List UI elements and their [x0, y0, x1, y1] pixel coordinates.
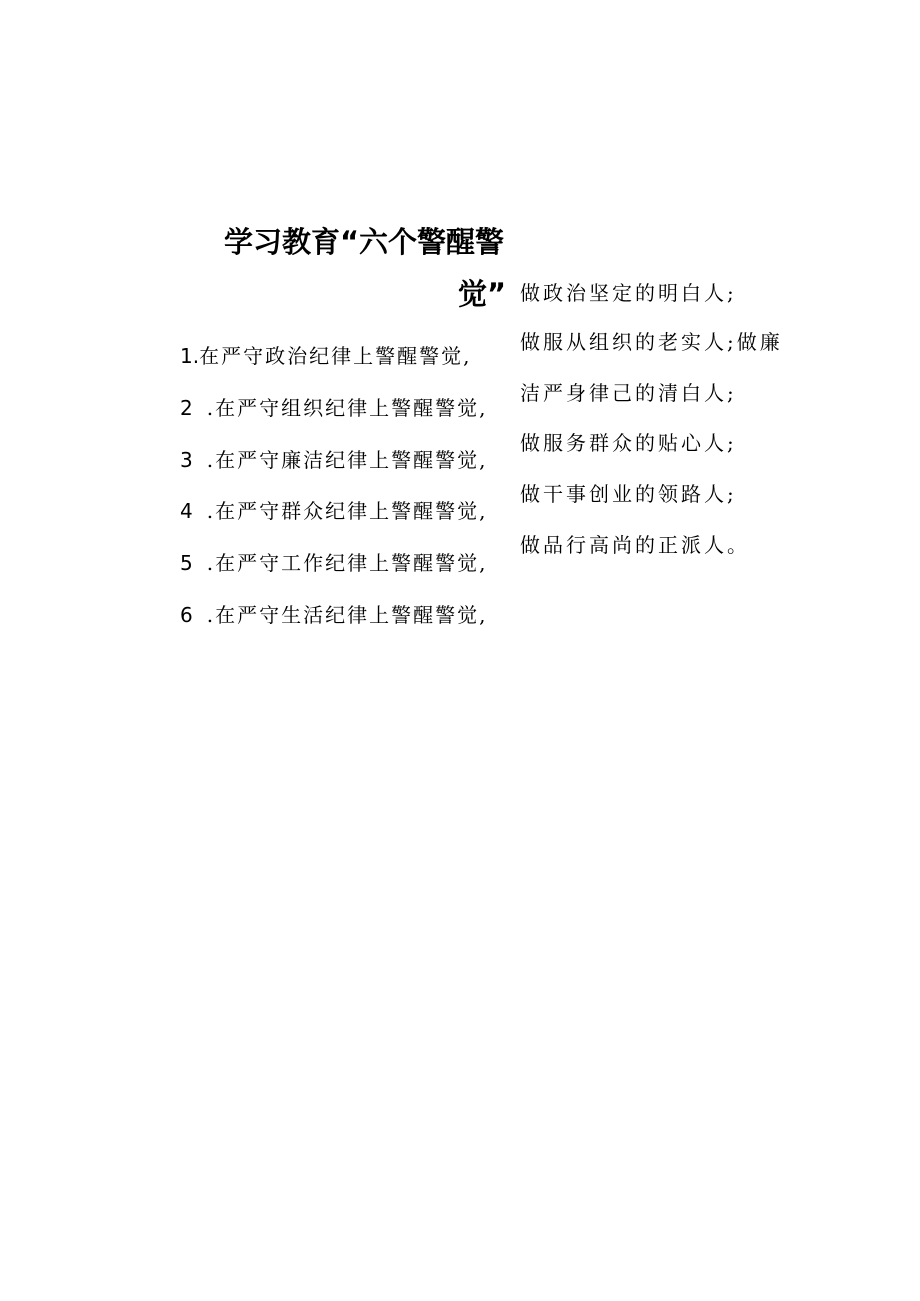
list-item-text: .在严守生活纪律上警醒警觉,	[206, 603, 488, 627]
list-item-number: 1.	[180, 344, 200, 368]
list-item-4	[180, 501, 487, 521]
list-item-1	[180, 346, 471, 366]
list-item-text: .在严守组织纪律上警醒警觉,	[206, 396, 488, 420]
list-item-text: 在严守政治纪律上警醒警觉,	[199, 344, 472, 368]
right-text-line-6: 做品行高尚的正派人。	[520, 533, 750, 557]
document-title-line-1: 学习教育“六个警醒警	[224, 225, 505, 259]
list-item-number: 6	[180, 603, 193, 627]
list-item-number: 4	[180, 499, 193, 523]
list-item-text: .在严守廉洁纪律上警醒警觉,	[206, 448, 488, 472]
list-item-text: .在严守工作纪律上警醒警觉,	[206, 551, 488, 575]
list-item-number: 2	[180, 396, 193, 420]
right-text-line-1: 做政治坚定的明白人;	[520, 281, 737, 305]
list-item-2	[180, 398, 487, 418]
list-item-3	[180, 450, 487, 470]
right-text-line-2: 做服从组织的老实人;做廉	[520, 330, 783, 354]
list-item-number: 5	[180, 551, 193, 575]
list-item-6	[180, 605, 487, 625]
right-text-line-5: 做干事创业的领路人;	[520, 482, 737, 506]
right-text-line-4: 做服务群众的贴心人;	[520, 431, 737, 455]
list-item-number: 3	[180, 448, 193, 472]
right-text-line-3: 洁严身律己的清白人;	[520, 381, 737, 405]
list-item-text: .在严守群众纪律上警醒警觉,	[206, 499, 488, 523]
document-title-line-2: 觉”	[458, 277, 507, 311]
list-item-5	[180, 553, 487, 573]
